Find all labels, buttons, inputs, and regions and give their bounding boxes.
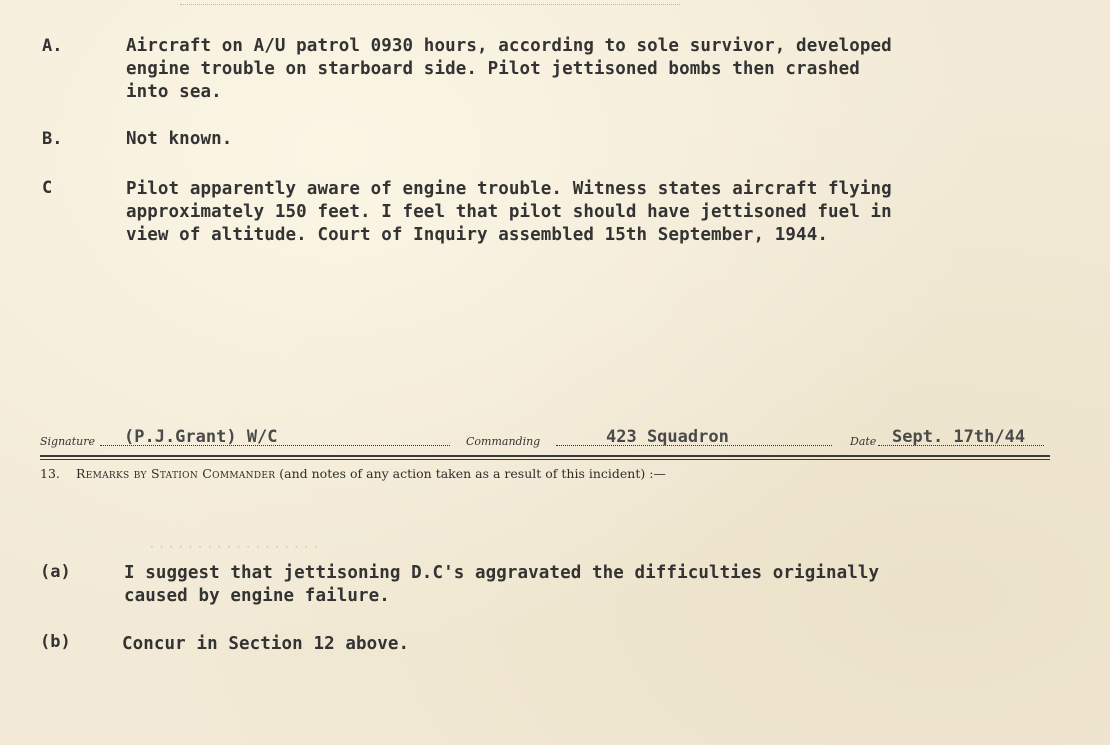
signature-caption: Signature: [40, 435, 96, 448]
paragraph-a-line-2: engine trouble on starboard side. Pilot jettisoned bombs then crashed: [126, 59, 860, 79]
commanding-caption: Commanding: [466, 435, 541, 448]
remark-a-label: (a): [40, 562, 71, 582]
date-caption: Date: [850, 435, 877, 448]
paragraph-c-line-1: Pilot apparently aware of engine trouble. Witness states aircraft flying: [126, 179, 892, 199]
paragraph-c-line-3: view of altitude. Court of Inquiry assembled 15th September, 1944.: [126, 225, 828, 245]
remark-a-line-2: caused by engine failure.: [124, 586, 390, 606]
signature-line: [40, 420, 1050, 454]
paragraph-c-line-2: approximately 150 feet. I feel that pilot should have jettisoned fuel in: [126, 202, 892, 222]
remark-b-line-1: Concur in Section 12 above.: [122, 634, 410, 654]
commanding-value: 423 Squadron: [606, 427, 729, 447]
cut-off-line: [180, 0, 680, 5]
paragraph-c-label: C: [42, 178, 53, 198]
signature-value: (P.J.Grant) W/C: [124, 427, 278, 447]
section-divider: [40, 455, 1050, 457]
section-divider-thin: [40, 459, 1050, 460]
paragraph-a-line-1: Aircraft on A/U patrol 0930 hours, according to sole survivor, developed: [126, 36, 892, 56]
remark-a-line-1: I suggest that jettisoning D.C's aggravated the difficulties originally: [124, 563, 880, 583]
paragraph-b-line-1: Not known.: [126, 129, 233, 149]
paragraph-a-line-3: into sea.: [126, 82, 222, 102]
section-13-note: (and notes of any action taken as a result of this incident) :—: [279, 466, 666, 481]
paragraph-a-label: A.: [42, 36, 63, 56]
section-13-heading: [40, 466, 666, 481]
section-13-number: 13.: [40, 466, 60, 481]
section-13-title: Remarks by Station Commander: [76, 466, 276, 481]
bleed-through-text: · · · · · · · · · · · · · · · · · ·: [150, 540, 319, 554]
remark-b-label: (b): [40, 632, 71, 652]
date-value: Sept. 17th/44: [892, 427, 1026, 447]
paragraph-b-label: B.: [42, 129, 63, 149]
